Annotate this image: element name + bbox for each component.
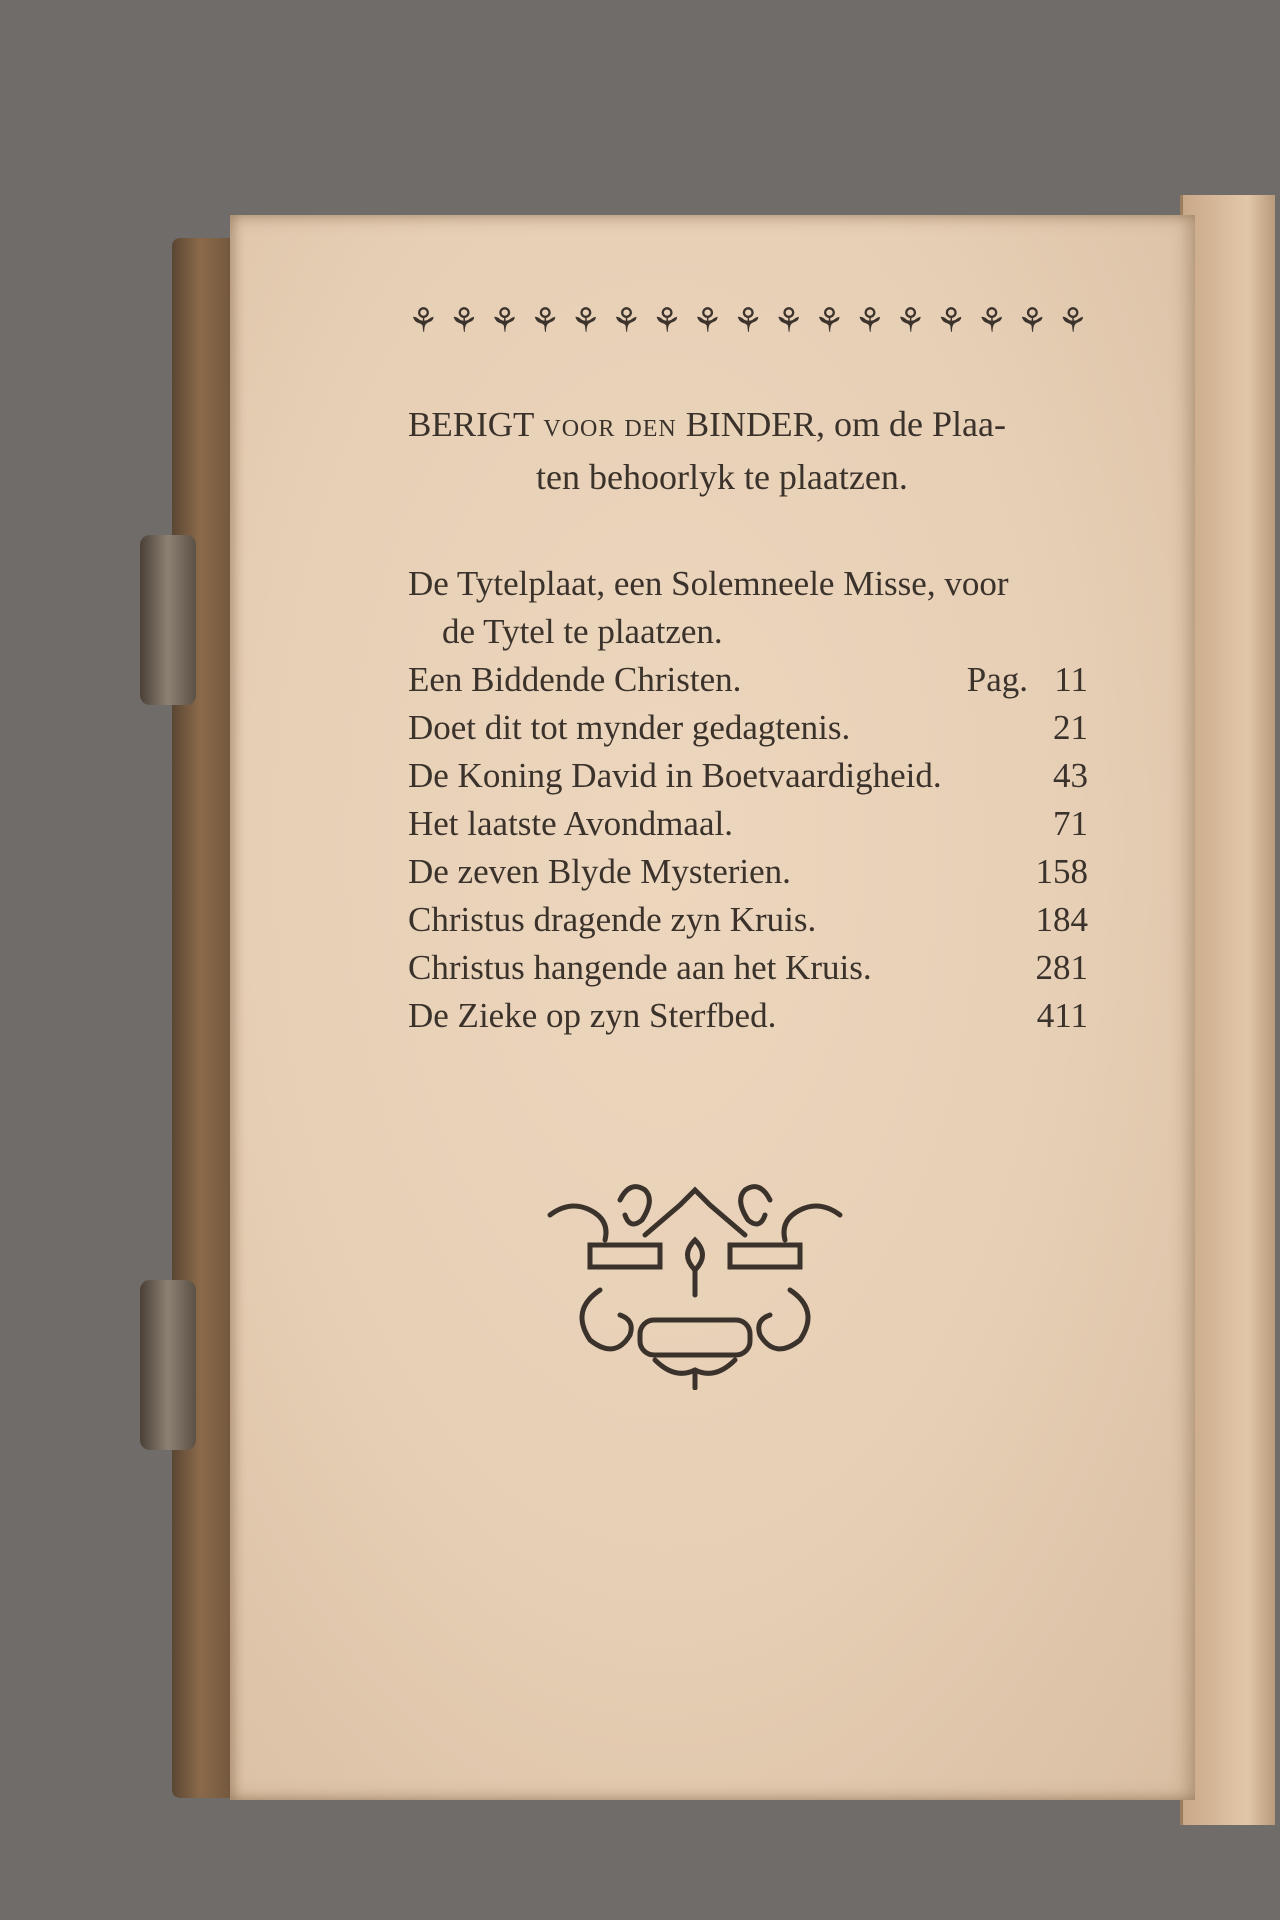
entry-title: Doet dit tot mynder gedagtenis.: [408, 708, 851, 747]
list-item: [408, 752, 1088, 800]
entry-page: [967, 656, 1088, 704]
page-label: Pag.: [966, 660, 1029, 699]
quatrefoil-flower-icon: ⚘: [448, 303, 480, 340]
entry-title: Christus hangende aan het Kruis.: [408, 948, 872, 987]
ornamental-header-band: [408, 299, 1088, 343]
list-item: [408, 656, 1088, 704]
heading-berigt: BERIGT: [408, 405, 535, 444]
page-number: 281: [1035, 948, 1088, 987]
metal-clasp-icon: [140, 1280, 196, 1450]
quatrefoil-flower-icon: ⚘: [692, 303, 723, 340]
heading-line2: ten behoorlyk te plaatzen.: [536, 457, 908, 497]
page-number: 158: [1035, 852, 1088, 891]
quatrefoil-flower-icon: ⚘: [935, 303, 967, 340]
heading-binder: BINDER: [685, 405, 817, 444]
quatrefoil-flower-icon: ⚘: [570, 303, 601, 340]
quatrefoil-flower-icon: ⚘: [529, 303, 561, 340]
quatrefoil-flower-icon: ⚘: [651, 303, 683, 340]
quatrefoil-flower-icon: ⚘: [895, 303, 926, 340]
list-item: [408, 608, 1088, 656]
quatrefoil-flower-icon: ⚘: [489, 303, 520, 340]
page-number: 11: [1054, 660, 1088, 699]
heading-den: DEN: [624, 416, 677, 442]
baroque-tailpiece-ornament-icon: [530, 1160, 860, 1390]
book-page: [230, 215, 1195, 1800]
metal-clasp-icon: [140, 535, 196, 705]
entry-title: Christus dragende zyn Kruis.: [408, 900, 817, 939]
quatrefoil-flower-icon: ⚘: [408, 303, 439, 340]
entry-title: Een Biddende Christen.: [408, 660, 742, 699]
quatrefoil-flower-icon: ⚘: [813, 303, 845, 340]
quatrefoil-flower-icon: ⚘: [854, 303, 886, 340]
list-item: [408, 896, 1088, 944]
heading-voor: VOOR: [543, 416, 616, 442]
list-item: [408, 560, 1088, 608]
entry-title: Het laatste Avondmaal.: [408, 804, 733, 843]
entry-title: De Tytelplaat, een Solemneele Misse, voor: [408, 564, 1009, 603]
page-number: 43: [1053, 756, 1088, 795]
plate-list: [408, 560, 1088, 1040]
quatrefoil-flower-icon: ⚘: [610, 303, 642, 340]
list-item: [408, 992, 1088, 1040]
entry-title: De Zieke op zyn Sterfbed.: [408, 996, 777, 1035]
quatrefoil-flower-icon: ⚘: [1057, 303, 1088, 340]
page-number: 71: [1053, 804, 1088, 843]
list-item: [408, 800, 1088, 848]
list-item: [408, 944, 1088, 992]
page-number: 411: [1036, 996, 1088, 1035]
page-heading: [408, 400, 1108, 501]
entry-title: De Koning David in Boetvaardigheid.: [408, 756, 942, 795]
list-item: [408, 704, 1088, 752]
quatrefoil-flower-icon: ⚘: [976, 303, 1007, 340]
heading-rest: , om de Plaa-: [816, 404, 1006, 444]
list-item: [408, 848, 1088, 896]
quatrefoil-flower-icon: ⚘: [773, 303, 804, 340]
entry-title: de Tytel te plaatzen.: [442, 612, 723, 651]
entry-title: De zeven Blyde Mysterien.: [408, 852, 791, 891]
quatrefoil-flower-icon: ⚘: [1016, 303, 1048, 340]
quatrefoil-flower-icon: ⚘: [732, 303, 764, 340]
page-number: 184: [1035, 900, 1088, 939]
page-number: 21: [1053, 708, 1088, 747]
